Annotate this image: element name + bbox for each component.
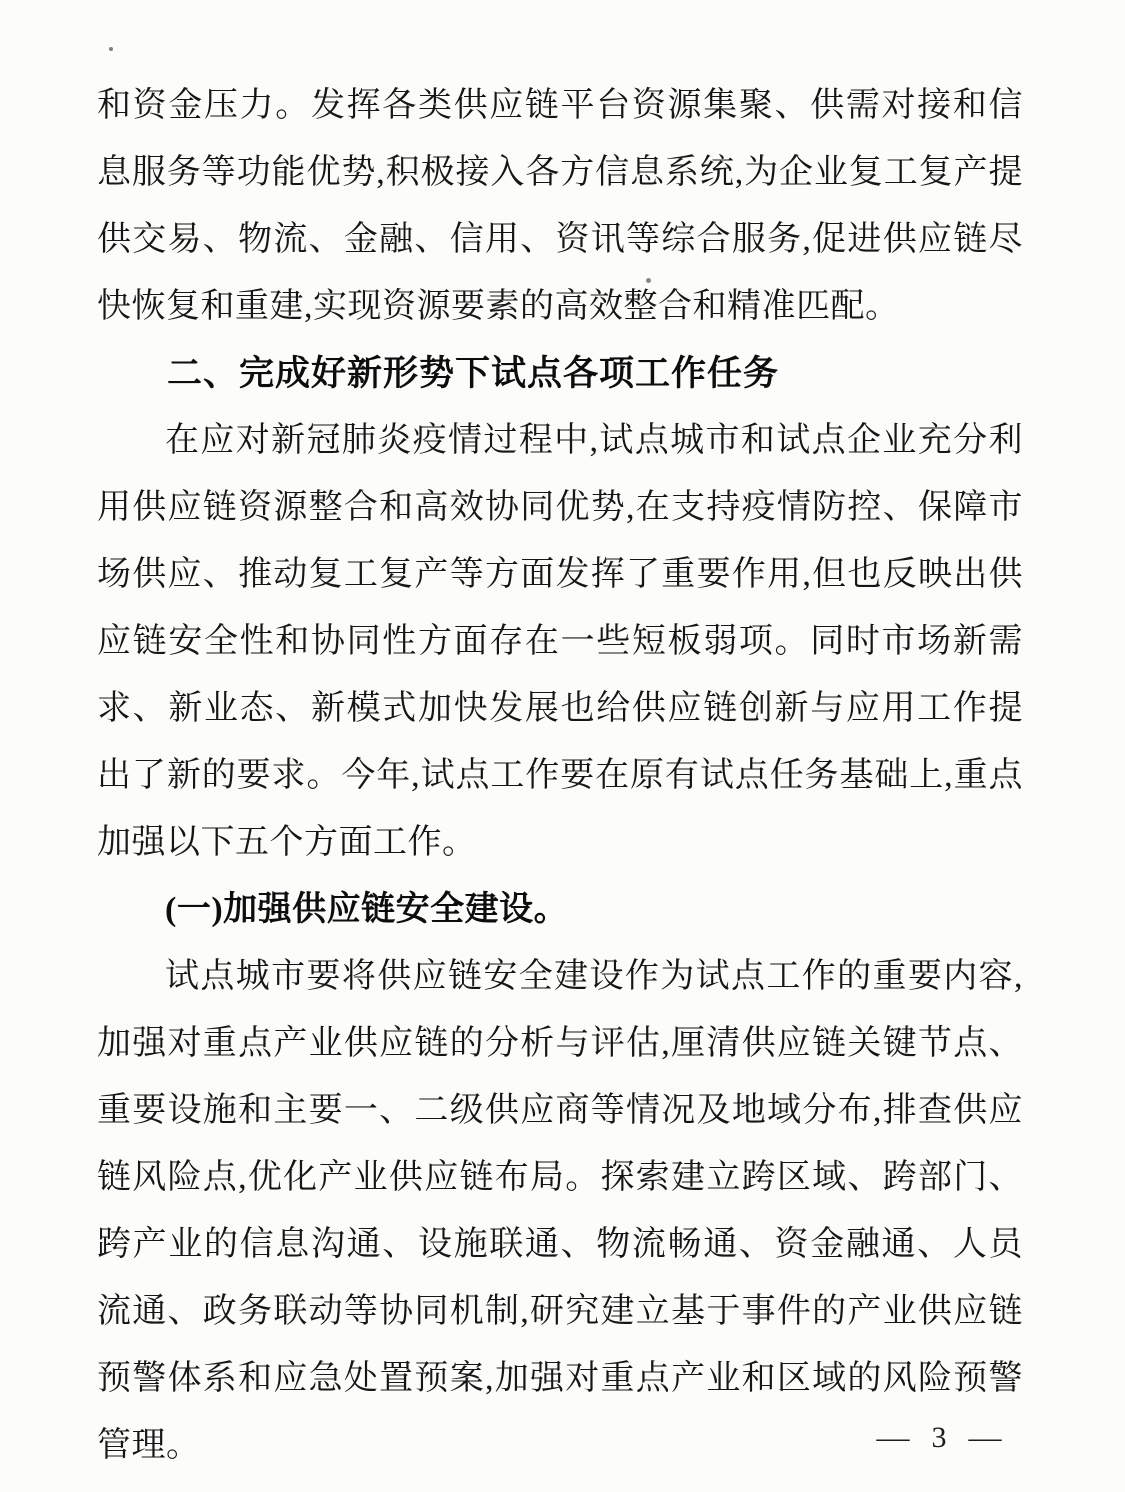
text-block	[97, 72, 1023, 1479]
section-heading: 二、完成好新形势下试点各项工作任务	[167, 354, 780, 393]
paragraph: 在应对新冠肺炎疫情过程中,试点城市和试点企业充分利用供应链资源整合和高效协同优势,在支持疫情防控、保障市场供应、推动复工复产等方面发挥了重要作用,但也反映出供应链安全性和协同性方面存在一些短板弱项。同时市场新需求、新业态、新模式加快发展也给供应链创新与应用工作提出了新的要求。今年,试点工作要在原有试点任务基础上,重点加强以下五个方面工作。	[97, 422, 1023, 861]
page-number-dash-right: —	[968, 1421, 1002, 1454]
subsection-heading: (一)加强供应链安全建设。	[165, 891, 569, 928]
scan-speck	[109, 47, 113, 51]
page-number-dash-left: —	[876, 1421, 910, 1454]
paragraph: 试点城市要将供应链安全建设作为试点工作的重要内容,加强对重点产业供应链的分析与评估,厘清供应链关键节点、重要设施和主要一、二级供应商等情况及地域分布,排查供应链风险点,优化产业供应链布局。探索建立跨区域、跨部门、跨产业的信息沟通、设施联通、物流畅通、资金融通、人员流通、政务联动等协同机制,研究建立基于事件的产业供应链预警体系和应急处置预案,加强对重点产业和区域的风险预警管理。	[97, 958, 1023, 1464]
paragraph-continuation: 和资金压力。发挥各类供应链平台资源集聚、供需对接和信息服务等功能优势,积极接入各方信息系统,为企业复工复产提供交易、物流、金融、信用、资讯等综合服务,促进供应链尽快恢复和重建,实现资源要素的高效整合和精准匹配。	[97, 87, 1023, 325]
page-number-value: 3	[931, 1421, 947, 1454]
page-number	[878, 1418, 1000, 1458]
